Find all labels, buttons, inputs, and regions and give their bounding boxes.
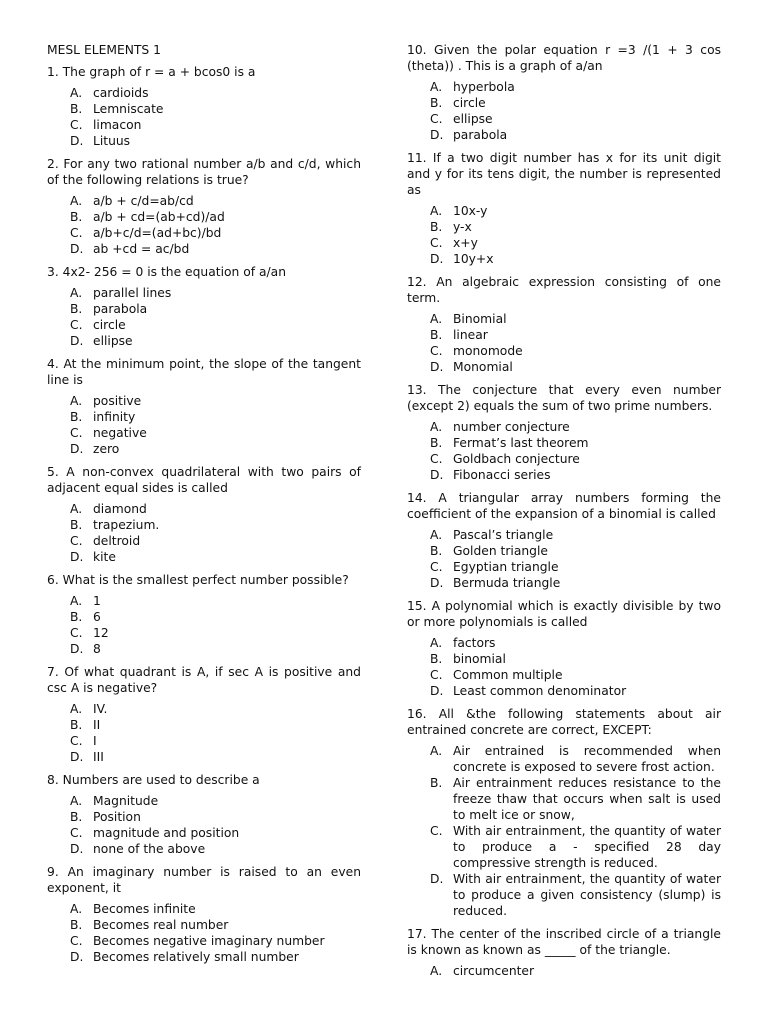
option-text: Bermuda triangle — [453, 576, 561, 590]
answer-option — [47, 209, 361, 225]
option-text: trapezium. — [93, 518, 160, 532]
question-text: 17. The center of the inscribed circle of a triangle is known as known as _____ of the triangle. — [407, 927, 721, 957]
option-letter: A. — [70, 902, 83, 916]
option-text: circumcenter — [453, 964, 535, 978]
option-text: Position — [93, 810, 141, 824]
answer-option — [407, 683, 721, 699]
question — [407, 926, 721, 979]
right-question-list — [407, 42, 721, 979]
option-letter: D. — [430, 360, 444, 374]
answer-option — [407, 435, 721, 451]
left-question-list — [47, 64, 361, 965]
answer-option — [47, 917, 361, 933]
option-letter: B. — [70, 302, 83, 316]
option-text: cardioids — [93, 86, 149, 100]
option-letter: A. — [430, 80, 443, 94]
option-text: Air entrained is recommended when concrete is exposed to severe frost action. — [453, 744, 721, 774]
answer-option — [407, 95, 721, 111]
question — [407, 706, 721, 919]
option-text: monomode — [453, 344, 523, 358]
option-letter: A. — [70, 702, 83, 716]
answer-option — [47, 501, 361, 517]
answer-option — [407, 467, 721, 483]
option-text: a/b + cd=(ab+cd)/ad — [93, 210, 225, 224]
question — [47, 464, 361, 565]
answer-option — [47, 809, 361, 825]
question — [407, 150, 721, 267]
question — [407, 42, 721, 143]
question-text: 12. An algebraic expression consisting of one term. — [407, 275, 721, 305]
option-letter: D. — [430, 252, 444, 266]
question — [47, 664, 361, 765]
option-letter: C. — [70, 318, 83, 332]
answer-option — [47, 793, 361, 809]
option-letter: B. — [70, 410, 83, 424]
option-text: positive — [93, 394, 142, 408]
answer-option — [47, 733, 361, 749]
option-letter: D. — [70, 442, 84, 456]
option-letter: D. — [430, 576, 444, 590]
option-text: ab +cd = ac/bd — [93, 242, 190, 256]
option-text: limacon — [93, 118, 142, 132]
option-letter: D. — [70, 642, 84, 656]
option-letter: B. — [430, 328, 443, 342]
option-letter: B. — [70, 210, 83, 224]
option-letter: D. — [430, 468, 444, 482]
answer-option — [407, 327, 721, 343]
option-text: Becomes real number — [93, 918, 229, 932]
question — [407, 274, 721, 375]
question — [47, 264, 361, 349]
answer-option — [47, 409, 361, 425]
option-text: 1 — [93, 594, 101, 608]
option-text: a/b+c/d=(ad+bc)/bd — [93, 226, 222, 240]
answer-option — [407, 251, 721, 267]
option-text: kite — [93, 550, 116, 564]
option-text: I — [93, 734, 97, 748]
question-text: 15. A polynomial which is exactly divisible by two or more polynomials is called — [407, 599, 721, 629]
answer-option — [47, 841, 361, 857]
question-text: 4. At the minimum point, the slope of the tangent line is — [47, 357, 361, 387]
option-text: Magnitude — [93, 794, 159, 808]
option-text: zero — [93, 442, 120, 456]
option-text: Air entrainment reduces resistance to the freeze thaw that occurs when salt is used to melt ice or snow, — [453, 776, 721, 822]
question — [47, 156, 361, 257]
option-text: ellipse — [93, 334, 133, 348]
answer-option — [47, 549, 361, 565]
option-text: none of the above — [93, 842, 206, 856]
option-text: parabola — [453, 128, 508, 142]
answer-option — [47, 749, 361, 765]
answer-option — [407, 451, 721, 467]
option-letter: A. — [430, 636, 443, 650]
answer-option — [47, 609, 361, 625]
option-text: With air entrainment, the quantity of water to produce a - specified 28 day compressive strength is reduced. — [453, 824, 721, 870]
question-text: 2. For any two rational number a/b and c/d, which of the following relations is true? — [47, 157, 361, 187]
option-letter: B. — [70, 518, 83, 532]
question-text: 9. An imaginary number is raised to an even exponent, it — [47, 865, 361, 895]
option-letter: A. — [430, 420, 443, 434]
answer-option — [407, 823, 721, 871]
option-text: Becomes relatively small number — [93, 950, 299, 964]
answer-option — [47, 333, 361, 349]
option-text: negative — [93, 426, 147, 440]
answer-option — [407, 311, 721, 327]
option-letter: D. — [70, 334, 84, 348]
question — [47, 864, 361, 965]
option-text: 12 — [93, 626, 109, 640]
answer-option — [407, 963, 721, 979]
answer-option — [407, 111, 721, 127]
option-letter: A. — [70, 86, 83, 100]
question-text: 6. What is the smallest perfect number possible? — [47, 573, 349, 587]
question — [407, 598, 721, 699]
option-letter: A. — [430, 744, 443, 758]
answer-option — [407, 871, 721, 919]
question-text: 16. All &the following statements about air entrained concrete are correct, EXCEPT: — [407, 707, 721, 737]
answer-option — [47, 625, 361, 641]
option-text: II — [93, 718, 101, 732]
option-letter: C. — [430, 112, 443, 126]
option-text: Fermat’s last theorem — [453, 436, 589, 450]
option-letter: C. — [70, 734, 83, 748]
option-letter: B. — [70, 718, 83, 732]
option-letter: D. — [70, 842, 84, 856]
question-text: 14. A triangular array numbers forming the coefficient of the expansion of a binomial is called — [407, 491, 721, 521]
option-text: Binomial — [453, 312, 507, 326]
option-letter: C. — [430, 236, 443, 250]
answer-option — [407, 775, 721, 823]
option-letter: B. — [70, 918, 83, 932]
answer-option — [407, 559, 721, 575]
option-text: binomial — [453, 652, 506, 666]
option-letter: D. — [70, 242, 84, 256]
option-letter: C. — [70, 118, 83, 132]
answer-option — [47, 533, 361, 549]
option-letter: C. — [70, 934, 83, 948]
answer-option — [47, 717, 361, 733]
answer-option — [47, 285, 361, 301]
answer-option — [407, 543, 721, 559]
answer-option — [407, 343, 721, 359]
option-letter: D. — [430, 128, 444, 142]
option-text: diamond — [93, 502, 147, 516]
option-text: ellipse — [453, 112, 493, 126]
option-letter: B. — [430, 544, 443, 558]
option-letter: B. — [70, 610, 83, 624]
option-letter: B. — [430, 220, 443, 234]
answer-option — [47, 949, 361, 965]
question — [47, 572, 361, 657]
option-letter: A. — [430, 964, 443, 978]
option-text: Least common denominator — [453, 684, 627, 698]
answer-option — [47, 901, 361, 917]
option-letter: B. — [430, 652, 443, 666]
question-text: 5. A non-convex quadrilateral with two pairs of adjacent equal sides is called — [47, 465, 361, 495]
answer-option — [407, 203, 721, 219]
answer-option — [407, 667, 721, 683]
answer-option — [47, 441, 361, 457]
answer-option — [47, 301, 361, 317]
question — [47, 772, 361, 857]
question-text: 13. The conjecture that every even number (except 2) equals the sum of two prime numbers. — [407, 383, 721, 413]
answer-option — [47, 393, 361, 409]
answer-option — [47, 317, 361, 333]
question — [407, 382, 721, 483]
question-text: 7. Of what quadrant is A, if sec A is positive and csc A is negative? — [47, 665, 361, 695]
option-letter: D. — [430, 684, 444, 698]
option-letter: A. — [430, 204, 443, 218]
answer-option — [407, 575, 721, 591]
option-text: Lemniscate — [93, 102, 164, 116]
option-letter: C. — [70, 426, 83, 440]
answer-option — [407, 235, 721, 251]
option-text: Common multiple — [453, 668, 563, 682]
option-letter: B. — [430, 776, 443, 790]
option-text: IV. — [93, 702, 108, 716]
question-text: 3. 4x2- 256 = 0 is the equation of a/an — [47, 265, 286, 279]
option-text: a/b + c/d=ab/cd — [93, 194, 194, 208]
option-letter: B. — [70, 810, 83, 824]
option-text: Goldbach conjecture — [453, 452, 580, 466]
option-letter: C. — [70, 534, 83, 548]
answer-option — [47, 641, 361, 657]
option-text: parallel lines — [93, 286, 172, 300]
answer-option — [407, 527, 721, 543]
option-text: linear — [453, 328, 488, 342]
option-letter: A. — [70, 594, 83, 608]
answer-option — [407, 635, 721, 651]
option-text: 6 — [93, 610, 101, 624]
answer-option — [407, 127, 721, 143]
answer-option — [47, 133, 361, 149]
option-text: Golden triangle — [453, 544, 548, 558]
option-letter: C. — [70, 826, 83, 840]
answer-option — [47, 101, 361, 117]
right-column — [407, 42, 721, 986]
option-text: magnitude and position — [93, 826, 240, 840]
option-letter: A. — [70, 794, 83, 808]
option-text: y-x — [453, 220, 472, 234]
option-letter: D. — [70, 550, 84, 564]
option-letter: A. — [70, 394, 83, 408]
option-letter: D. — [70, 950, 84, 964]
left-column — [47, 42, 361, 972]
option-letter: D. — [430, 872, 444, 886]
answer-option — [47, 701, 361, 717]
answer-option — [407, 79, 721, 95]
option-text: number conjecture — [453, 420, 570, 434]
answer-option — [47, 225, 361, 241]
option-text: Monomial — [453, 360, 513, 374]
option-letter: B. — [430, 96, 443, 110]
option-letter: D. — [70, 750, 84, 764]
option-text: Fibonacci series — [453, 468, 551, 482]
answer-option — [47, 193, 361, 209]
option-letter: B. — [430, 436, 443, 450]
option-letter: A. — [430, 312, 443, 326]
answer-option — [47, 425, 361, 441]
option-text: 10y+x — [453, 252, 494, 266]
option-letter: C. — [430, 824, 443, 838]
option-text: circle — [93, 318, 126, 332]
answer-option — [47, 825, 361, 841]
option-letter: C. — [430, 668, 443, 682]
answer-option — [407, 359, 721, 375]
option-letter: A. — [70, 286, 83, 300]
option-text: infinity — [93, 410, 136, 424]
option-text: With air entrainment, the quantity of water to produce a given consistency (slump) is reduced. — [453, 872, 721, 918]
option-letter: A. — [70, 502, 83, 516]
answer-option — [47, 517, 361, 533]
option-text: hyperbola — [453, 80, 515, 94]
answer-option — [407, 419, 721, 435]
answer-option — [47, 241, 361, 257]
option-letter: C. — [70, 626, 83, 640]
answer-option — [407, 219, 721, 235]
option-text: parabola — [93, 302, 148, 316]
answer-option — [407, 743, 721, 775]
option-text: III — [93, 750, 104, 764]
option-text: Becomes negative imaginary number — [93, 934, 325, 948]
question — [407, 490, 721, 591]
option-text: circle — [453, 96, 486, 110]
question-text: 1. The graph of r = a + bcos0 is a — [47, 65, 256, 79]
option-letter: C. — [430, 452, 443, 466]
question-text: 10. Given the polar equation r =3 /(1 + 3 cos (theta)) . This is a graph of a/an — [407, 43, 721, 73]
answer-option — [407, 651, 721, 667]
answer-option — [47, 85, 361, 101]
answer-option — [47, 933, 361, 949]
question — [47, 356, 361, 457]
answer-option — [47, 117, 361, 133]
option-text: Lituus — [93, 134, 131, 148]
option-letter: C. — [430, 344, 443, 358]
option-text: Egyptian triangle — [453, 560, 559, 574]
option-text: 10x-y — [453, 204, 488, 218]
answer-option — [47, 593, 361, 609]
question — [47, 64, 361, 149]
option-text: 8 — [93, 642, 101, 656]
option-text: Becomes infinite — [93, 902, 196, 916]
option-text: factors — [453, 636, 496, 650]
question-text: 11. If a two digit number has x for its unit digit and y for its tens digit, the number is represented as — [407, 151, 721, 197]
option-letter: A. — [70, 194, 83, 208]
option-text: Pascal’s triangle — [453, 528, 554, 542]
option-letter: B. — [70, 102, 83, 116]
option-letter: C. — [430, 560, 443, 574]
option-letter: A. — [430, 528, 443, 542]
option-text: x+y — [453, 236, 478, 250]
option-text: deltroid — [93, 534, 141, 548]
question-text: 8. Numbers are used to describe a — [47, 773, 260, 787]
option-letter: D. — [70, 134, 84, 148]
option-letter: C. — [70, 226, 83, 240]
page-title: MESL ELEMENTS 1 — [47, 43, 161, 57]
